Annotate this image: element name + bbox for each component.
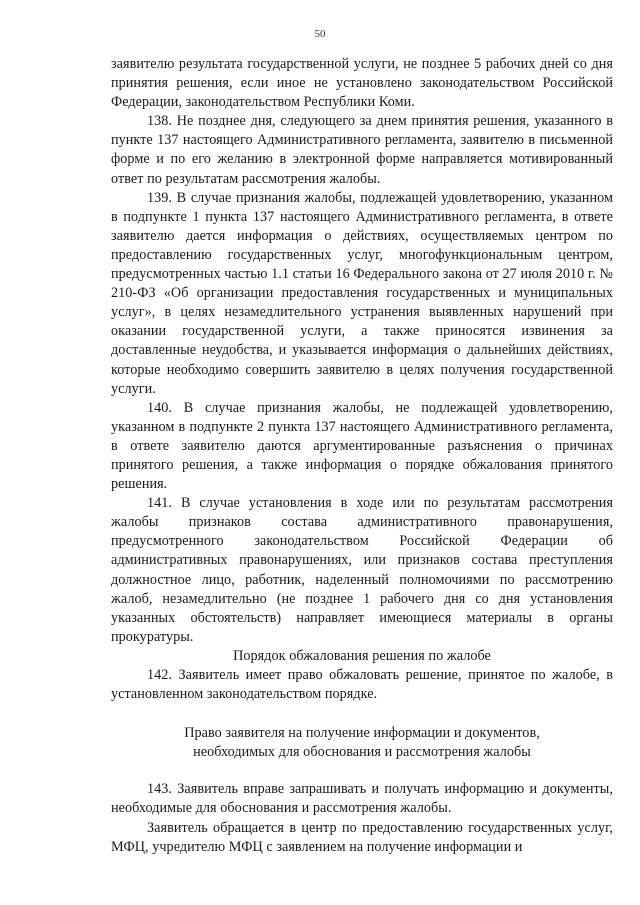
page-number: 50: [314, 28, 326, 40]
paragraph-143: 143. Заявитель вправе запрашивать и получать информацию и документы, необходимые для обоснования и рассмотрения жалобы.: [111, 781, 613, 817]
paragraph-142: 142. Заявитель имеет право обжаловать решение, принятое по жалобе, в установленном законодательством порядке.: [111, 667, 613, 703]
paragraph-continuation: заявителю результата государственной услуги, не позднее 5 рабочих дней со дня принятия решения, если иное не установлено законодательством Российской Федерации, законодательством Республики Коми.: [111, 56, 613, 111]
section-heading-line-1: Право заявителя на получение информации и документов,: [184, 725, 540, 742]
section-heading-line-2: необходимых для обоснования и рассмотрения жалобы: [193, 744, 531, 761]
section-heading-right-to-information: [111, 724, 613, 762]
section-heading-appeal-procedure: Порядок обжалования решения по жалобе: [233, 647, 491, 664]
document-body: [111, 55, 613, 857]
paragraph-139: 139. В случае признания жалобы, подлежащей удовлетворению, указанном в подпункте 1 пункта 137 настоящего Административного регламента, в ответе заявителю дается информация о действиях, осуществляемых центром по предоставлению государственных услуг, многофункциональным центром, предусмотренных частью 1.1 статьи 16 Федерального закона от 27 июля 2010 г. № 210-ФЗ «Об организации предоставления государственных и муниципальных услуг», в целях незамедлительного устранения выявленных нарушений при оказании государственной услуги, а также приносятся извинения за доставленные неудобства, и указывается информация о дальнейших действиях, которые необходимо совершить заявителю в целях получения государственной услуги.: [111, 189, 613, 397]
paragraph-143-continued: Заявитель обращается в центр по предоставлению государственных услуг, МФЦ, учредителю МФЦ с заявлением на получение информации и: [111, 819, 613, 855]
paragraph-140: 140. В случае признания жалобы, не подлежащей удовлетворению, указанном в подпункте 2 пункта 137 настоящего Административного регламента, в ответе заявителю даются аргументированные разъяснения о причинах принятого решения, а также информация о порядке обжалования принятого решения.: [111, 399, 613, 493]
paragraph-138: 138. Не позднее дня, следующего за днем принятия решения, указанного в пункте 137 настоящего Административного регламента, заявителю в письменной форме и по его желанию в электронной форме направляется мотивированный ответ по результатам рассмотрения жалобы.: [111, 113, 613, 187]
paragraph-141: 141. В случае установления в ходе или по результатам рассмотрения жалобы признаков состава административного правонарушения, предусмотренного законодательством Российской Федерации об административных правонарушениях, или признаков состава преступления должностное лицо, работник, наделенный полномочиями по рассмотрению жалоб, незамедлительно (не позднее 1 рабочего дня со дня установления указанных обстоятельств) направляет имеющиеся материалы в органы прокуратуры.: [111, 495, 613, 645]
